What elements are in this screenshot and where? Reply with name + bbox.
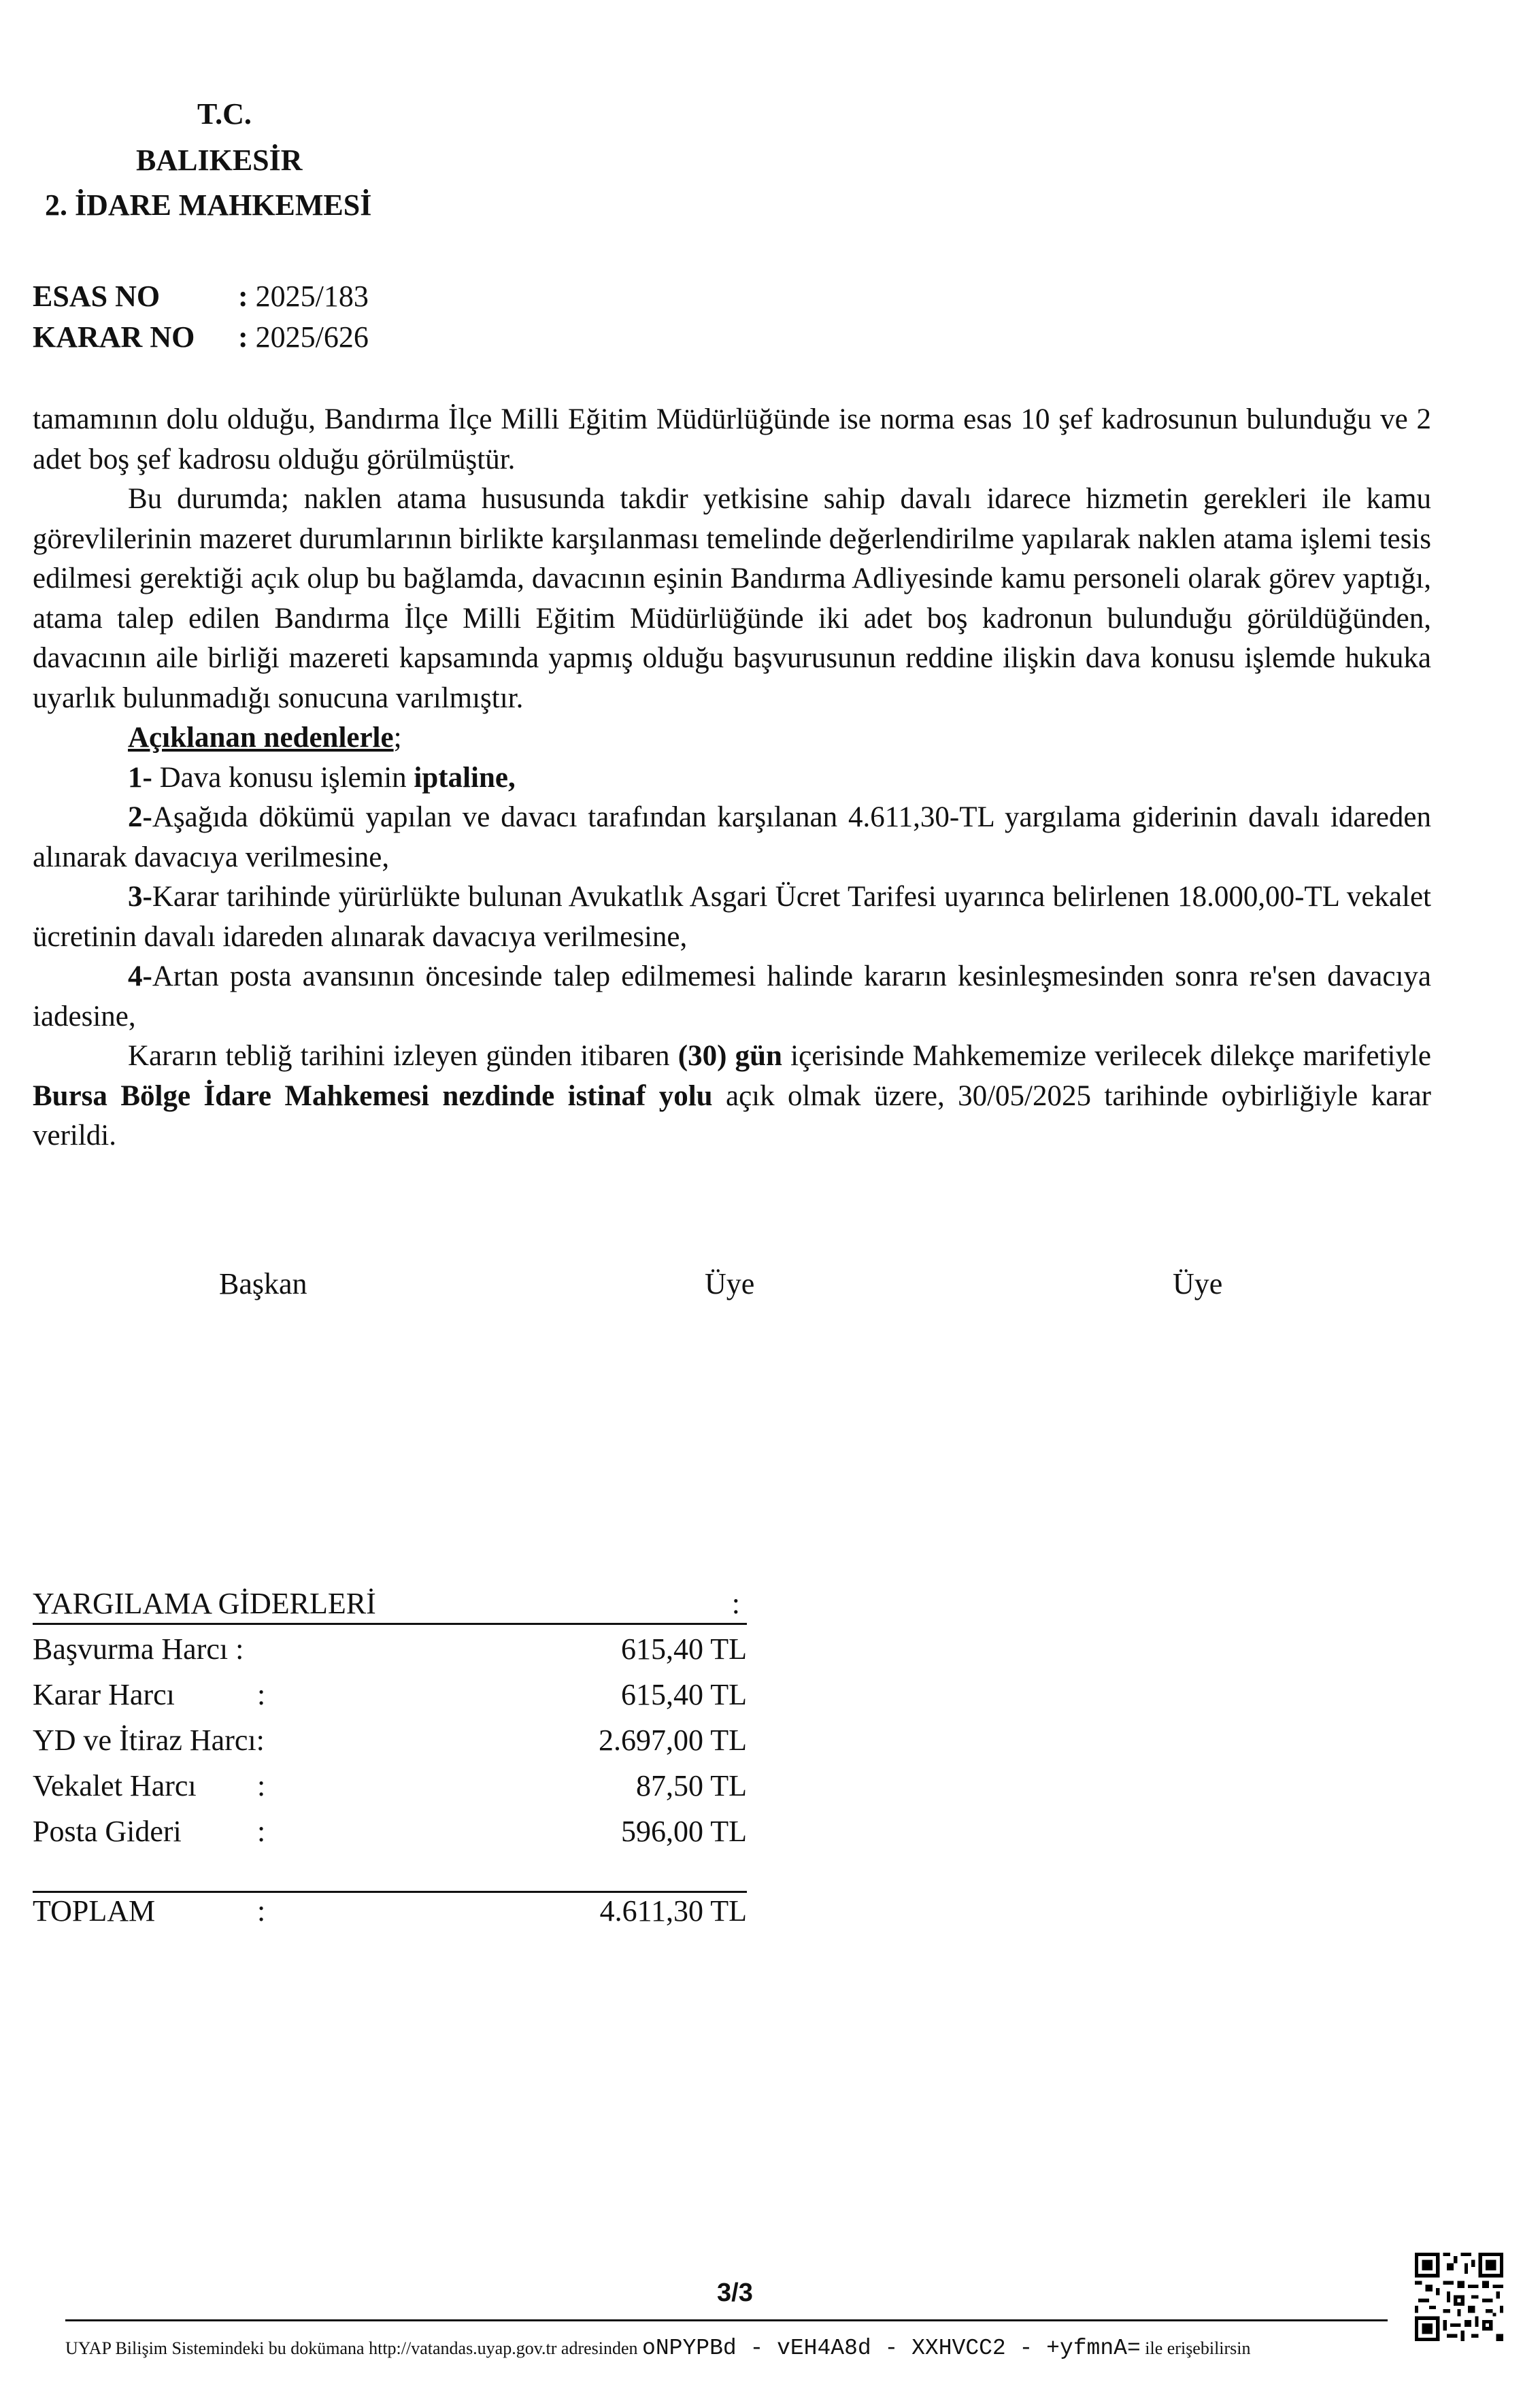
final-text-c: içerisinde Mahkememize verilecek dilekçe marifetiyle xyxy=(782,1040,1431,1072)
header-court: 2. İDARE MAHKEMESİ xyxy=(45,188,372,222)
signature-member-1: Üye xyxy=(705,1267,755,1300)
paragraph-1: tamamının dolu olduğu, Bandırma İlçe Milli Eğitim Müdürlüğünde ise norma esas 10 şef kadrosunun bulunduğu ve 2 adet boş şef kadrosu olduğu görülmüştür. xyxy=(33,403,1431,475)
cost-amount: 615,40 TL xyxy=(621,1678,747,1711)
cost-row xyxy=(33,1677,747,1723)
cost-label: Posta Gideri xyxy=(33,1815,182,1848)
reasons-suffix: ; xyxy=(393,722,402,754)
footer-access-code: oNPYPBd - vEH4A8d - XXHVCC2 - +yfmnA= xyxy=(642,2336,1141,2361)
signature-chair: Başkan xyxy=(219,1267,307,1300)
item-4-text: Artan posta avansının öncesinde talep edilmemesi halinde kararın kesinleşmesinden sonra re'sen davacıya iadesine, xyxy=(33,960,1431,1032)
reasons-label: Açıklanan nedenlerle xyxy=(128,722,394,754)
costs-title: YARGILAMA GİDERLERİ xyxy=(33,1587,376,1620)
karar-no-row xyxy=(33,320,369,354)
final-deadline: (30) gün xyxy=(677,1040,782,1072)
esas-label: ESAS NO xyxy=(33,280,161,313)
ruling-item-4 xyxy=(33,957,1431,1037)
cost-label: Başvurma Harcı : xyxy=(33,1632,244,1666)
esas-colon: : xyxy=(238,280,248,313)
karar-label: KARAR NO xyxy=(33,320,195,354)
page-number: 3/3 xyxy=(717,2279,753,2307)
footer-prefix: UYAP Bilişim Sistemindeki bu dokümana http://vatandas.uyap.gov.tr adresinden xyxy=(65,2338,643,2358)
costs-title-colon: : xyxy=(731,1587,740,1620)
cost-amount: 596,00 TL xyxy=(621,1815,747,1848)
footer-suffix: ile erişebilirsin xyxy=(1140,2338,1251,2358)
header-tc: T.C. xyxy=(197,97,252,131)
esas-no-row xyxy=(33,279,369,314)
cost-colon: : xyxy=(257,1769,266,1802)
ruling-item-2 xyxy=(33,798,1431,877)
costs-total-divider xyxy=(33,1891,747,1893)
item-4-number: 4- xyxy=(128,960,152,992)
reasons-line xyxy=(33,718,1431,758)
item-3-number: 3- xyxy=(128,881,152,913)
karar-colon: : xyxy=(238,320,248,354)
cost-label: Vekalet Harcı xyxy=(33,1769,197,1802)
footer-divider xyxy=(65,2319,1388,2321)
item-2-number: 2- xyxy=(128,801,152,833)
final-text-a: Kararın tebliğ tarihini izleyen günden itibaren xyxy=(128,1040,678,1072)
total-label: TOPLAM xyxy=(33,1894,156,1928)
item-1-text: Dava konusu işlemin xyxy=(152,761,414,794)
costs-total-row xyxy=(33,1894,747,1939)
cost-colon: : xyxy=(257,1815,266,1848)
costs-title-underline xyxy=(33,1623,747,1625)
ruling-item-3 xyxy=(33,877,1431,957)
final-appeal-court: Bursa Bölge İdare Mahkemesi nezdinde istinaf yolu xyxy=(33,1079,713,1112)
header-city: BALIKESİR xyxy=(136,144,303,177)
signature-member-2: Üye xyxy=(1173,1267,1223,1300)
esas-value: 2025/183 xyxy=(255,280,369,313)
cost-amount: 2.697,00 TL xyxy=(599,1724,747,1757)
cost-label: Karar Harcı xyxy=(33,1678,175,1711)
total-colon: : xyxy=(257,1894,266,1928)
cost-row xyxy=(33,1632,747,1677)
cost-amount: 87,50 TL xyxy=(636,1769,747,1802)
item-1-number: 1- xyxy=(128,761,152,794)
ruling-item-1 xyxy=(33,758,1431,799)
decision-body xyxy=(33,400,1431,1156)
karar-value: 2025/626 xyxy=(255,320,369,354)
cost-row xyxy=(33,1768,747,1814)
cost-colon: : xyxy=(257,1678,266,1711)
item-3-text: Karar tarihinde yürürlükte bulunan Avukatlık Asgari Ücret Tarifesi uyarınca belirlenen 18.000,00-TL vekalet ücretinin davalı idareden alınarak davacıya verilmesine, xyxy=(33,881,1431,953)
cost-row xyxy=(33,1723,747,1768)
cost-amount: 615,40 TL xyxy=(621,1632,747,1666)
item-1-bold: iptaline, xyxy=(414,761,516,794)
footer xyxy=(65,2336,1251,2361)
qr-code-icon xyxy=(1415,2253,1503,2341)
cost-label: YD ve İtiraz Harcı: xyxy=(33,1724,265,1757)
total-amount: 4.611,30 TL xyxy=(599,1894,747,1928)
cost-row xyxy=(33,1814,747,1860)
costs-table xyxy=(33,1586,747,1939)
item-2-text: Aşağıda dökümü yapılan ve davacı tarafından karşılanan 4.611,30-TL yargılama giderinin davalı idareden alınarak davacıya verilmesine, xyxy=(33,801,1431,873)
paragraph-2: Bu durumda; naklen atama hususunda takdir yetkisine sahip davalı idarece hizmetin gerekleri ile kamu görevlilerinin mazeret durumlarının birlikte karşılanması temelinde değerlendirilme yapılarak naklen atama işlemi tesis edilmesi gerektiği açık olup bu bağlamda, davacının eşinin Bandırma Adliyesinde kamu personeli olarak görev yaptığı, atama talep edilen Bandırma İlçe Milli Eğitim Müdürlüğünde iki adet boş kadronun bulunduğu görüldüğünden, davacının aile birliği mazereti kapsamında yapmış olduğu başvurusunun reddine ilişkin dava konusu işlemde hukuka uyarlık bulunmadığı sonucuna varılmıştır. xyxy=(33,483,1431,714)
final-text-e: açık olmak üzere, 30/05/2025 tarihinde oybirliğiyle karar verildi. xyxy=(33,1079,1431,1152)
final-paragraph xyxy=(33,1037,1431,1156)
